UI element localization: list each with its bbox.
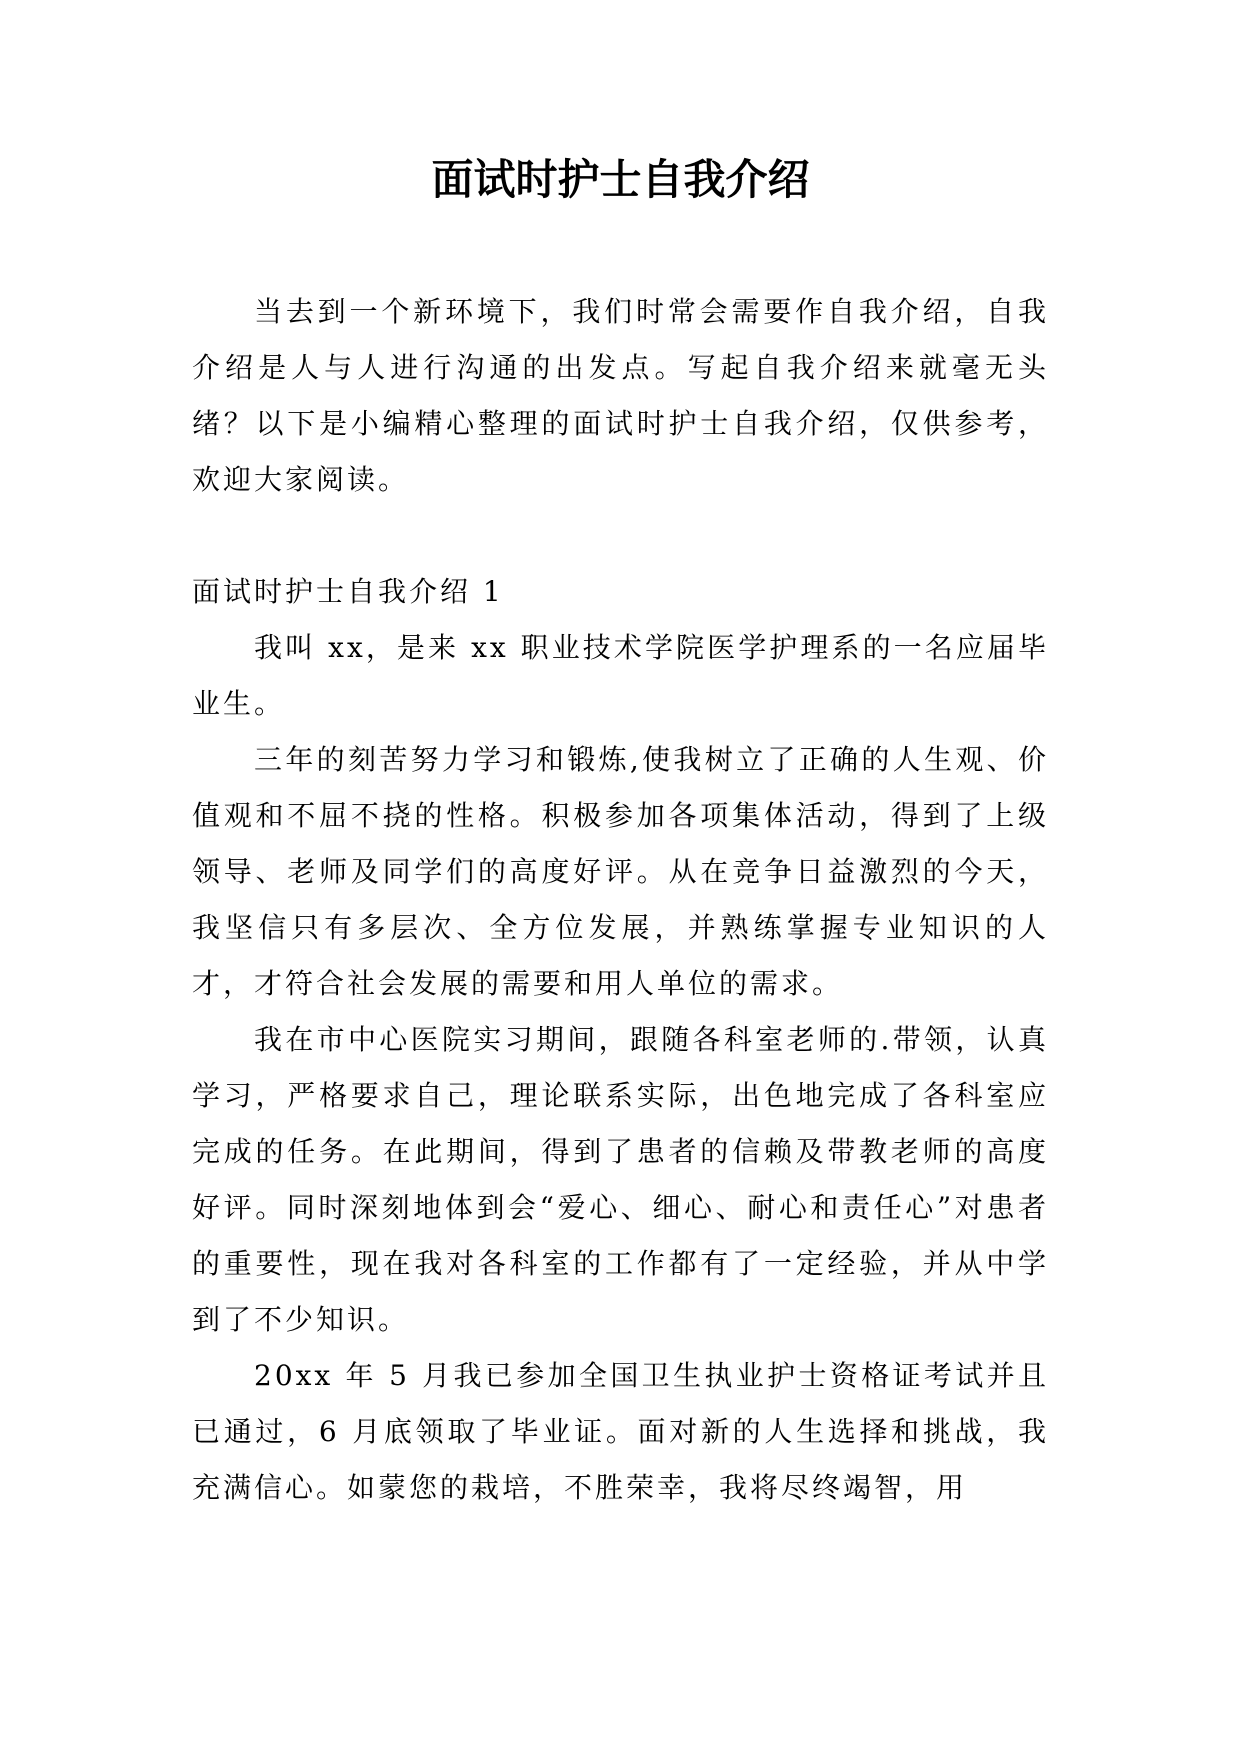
body-paragraph-2: 三年的刻苦努力学习和锻炼,使我树立了正确的人生观、价值观和不屈不挠的性格。积极参加各项集体活动，得到了上级领导、老师及同学们的高度好评。从在竞争日益激烈的今天，我坚信只有多层次、全方位发展，并熟练掌握专业知识的人才，才符合社会发展的需要和用人单位的需求。 bbox=[192, 743, 1049, 1000]
paragraph-spacer bbox=[192, 508, 1049, 564]
body-paragraph-1: 我叫 xx，是来 xx 职业技术学院医学护理系的一名应届毕业生。 bbox=[192, 631, 1049, 720]
body-paragraph-3: 我在市中心医院实习期间，跟随各科室老师的.带领，认真学习，严格要求自己，理论联系实际，出色地完成了各科室应完成的任务。在此期间，得到了患者的信赖及带教老师的高度好评。同时深刻地体到会“爱心、细心、耐心和责任心”对患者的重要性，现在我对各科室的工作都有了一定经验，并从中学到了不少知识。 bbox=[192, 1023, 1049, 1336]
document-body bbox=[192, 284, 1049, 1516]
intro-paragraph: 当去到一个新环境下，我们时常会需要作自我介绍，自我介绍是人与人进行沟通的出发点。写起自我介绍来就毫无头绪？以下是小编精心整理的面试时护士自我介绍，仅供参考，欢迎大家阅读。 bbox=[192, 295, 1049, 496]
section-heading: 面试时护士自我介绍 1 bbox=[192, 575, 504, 608]
document-title: 面试时护士自我介绍 bbox=[431, 155, 810, 204]
body-paragraph-4: 20xx 年 5 月我已参加全国卫生执业护士资格证考试并且已通过，6 月底领取了毕业证。面对新的人生选择和挑战，我充满信心。如蒙您的栽培，不胜荣幸，我将尽终竭智，用 bbox=[192, 1359, 1049, 1504]
